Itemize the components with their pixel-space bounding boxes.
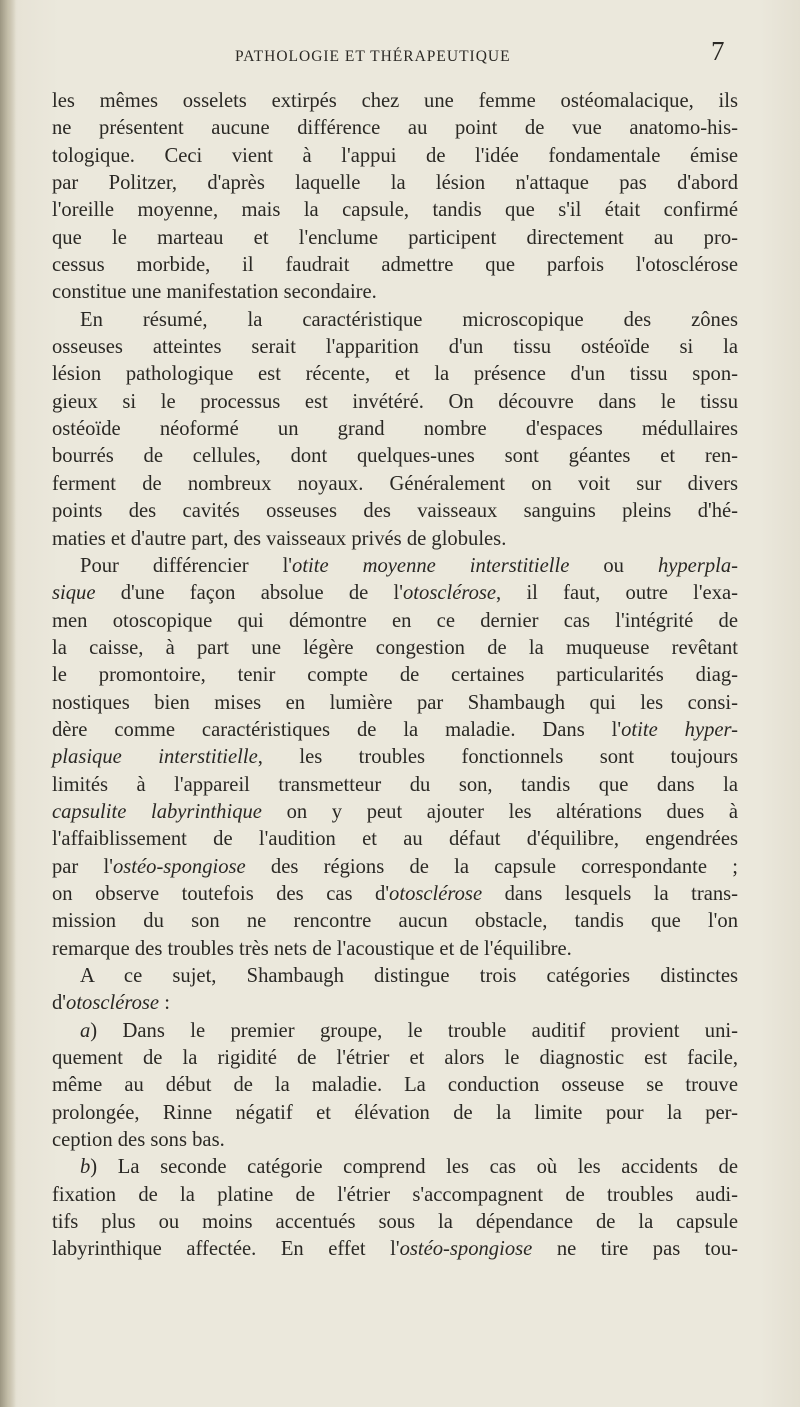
text-line	[52, 580, 738, 607]
text-segment: ou	[569, 554, 658, 577]
text-line	[52, 197, 738, 224]
text-line	[52, 143, 738, 170]
text-segment: remarque des troubles très nets de l'acoustique et de l'équilibre.	[52, 937, 572, 960]
text-segment: ne présentent aucune différence au point de vue anatomo-his-	[52, 117, 738, 140]
text-line	[52, 799, 738, 826]
text-line	[52, 608, 738, 635]
italic-text: plasique interstitielle	[52, 746, 258, 769]
text-line	[52, 662, 738, 689]
body-text	[52, 88, 738, 1264]
text-segment: lésion pathologique est récente, et la présence d'un tissu spon-	[52, 363, 738, 386]
text-line	[52, 498, 738, 525]
text-segment: , il faut, outre l'exa-	[496, 582, 738, 605]
text-line	[52, 963, 738, 990]
text-segment: nostiques bien mises en lumière par Shambaugh qui les consi-	[52, 691, 738, 714]
text-segment: Pour différencier l'	[80, 554, 293, 577]
text-segment: prolongée, Rinne négatif et élévation de la limite pour la per-	[52, 1101, 738, 1124]
text-segment: même au début de la maladie. La conduction osseuse se trouve	[52, 1074, 738, 1097]
text-segment: d'une façon absolue de l'	[95, 582, 403, 605]
text-line	[52, 389, 738, 416]
text-segment: constitue une manifestation secondaire.	[52, 281, 377, 304]
text-segment: on observe toutefois des cas d'	[52, 882, 390, 905]
text-line	[52, 1182, 738, 1209]
text-line	[52, 553, 738, 580]
text-line	[52, 854, 738, 881]
italic-text: ostéo-spongiose	[112, 855, 246, 878]
text-line	[52, 1045, 738, 1072]
binding-shadow	[0, 0, 16, 1407]
text-segment: tologique. Ceci vient à l'appui de l'idée fondamentale émise	[52, 144, 738, 167]
text-segment: cessus morbide, il faudrait admettre que parfois l'otosclérose	[52, 254, 738, 277]
italic-text: b	[80, 1156, 91, 1179]
text-line	[52, 252, 738, 279]
text-segment: ne tire pas tou-	[532, 1238, 738, 1261]
text-segment: bourrés de cellules, dont quelques-unes sont géantes et ren-	[52, 445, 738, 468]
text-segment: En résumé, la caractéristique microscopique des zônes	[80, 308, 738, 331]
text-line	[52, 936, 738, 963]
italic-text: otosclérose	[403, 582, 497, 605]
text-line	[52, 1209, 738, 1236]
text-line	[52, 443, 738, 470]
text-line	[52, 1154, 738, 1181]
text-segment: osseuses atteintes serait l'apparition d'un tissu ostéoïde si la	[52, 336, 738, 359]
text-segment: labyrinthique affectée. En effet l'	[52, 1238, 400, 1261]
text-segment: le promontoire, tenir compte de certaines particularités diag-	[52, 664, 738, 687]
text-line	[52, 881, 738, 908]
italic-text: a	[80, 1019, 91, 1042]
text-line	[52, 334, 738, 361]
text-segment: ception des sons bas.	[52, 1129, 225, 1152]
text-line	[52, 170, 738, 197]
text-segment: gieux si le processus est invétéré. On découvre dans le tissu	[52, 390, 738, 413]
text-segment: ferment de nombreux noyaux. Généralement on voit sur divers	[52, 472, 738, 495]
text-line	[52, 416, 738, 443]
running-head	[0, 36, 800, 74]
text-line	[52, 908, 738, 935]
text-segment: ostéoïde néoformé un grand nombre d'espaces médullaires	[52, 418, 738, 441]
text-line	[52, 990, 738, 1017]
text-segment: les mêmes osselets extirpés chez une femme ostéomalacique, ils	[52, 90, 738, 112]
text-segment: tifs plus ou moins accentués sous la dépendance de la capsule	[52, 1211, 738, 1234]
text-line	[52, 772, 738, 799]
italic-text: sique	[52, 582, 96, 605]
text-line	[52, 361, 738, 388]
text-segment: la caisse, à part une légère congestion de la muqueuse revêtant	[52, 636, 738, 659]
text-segment: mission du son ne rencontre aucun obstacle, tandis que l'on	[52, 910, 738, 933]
page-number: 7	[711, 36, 725, 66]
text-segment: d'	[52, 992, 67, 1015]
text-segment: limités à l'appareil transmetteur du son, tandis que dans la	[52, 773, 738, 796]
italic-text: ostéo-spongiose	[399, 1238, 533, 1261]
text-line	[52, 1072, 738, 1099]
text-line	[52, 526, 738, 553]
text-segment: , les troubles fonctionnels sont toujours	[257, 746, 738, 769]
text-line	[52, 826, 738, 853]
text-segment: des régions de la capsule correspondante ;	[245, 855, 738, 878]
italic-text: hyperpla-	[657, 554, 739, 577]
text-line	[52, 744, 738, 771]
text-line	[52, 635, 738, 662]
text-segment: par Politzer, d'après laquelle la lésion n'attaque pas d'abord	[52, 172, 738, 195]
text-segment: l'affaiblissement de l'audition et au défaut d'équilibre, engendrées	[52, 828, 738, 851]
running-title: PATHOLOGIE ET THÉRAPEUTIQUE	[235, 48, 511, 65]
italic-text: otite hyper-	[621, 718, 738, 741]
text-line	[52, 471, 738, 498]
text-segment: ) Dans le premier groupe, le trouble auditif provient uni-	[90, 1019, 738, 1042]
text-segment: dère comme caractéristiques de la maladie. Dans l'	[52, 718, 622, 741]
text-line	[52, 1127, 738, 1154]
text-segment: :	[159, 992, 170, 1015]
text-line	[52, 115, 738, 142]
text-segment: dans lesquels la trans-	[482, 882, 738, 905]
text-segment: on y peut ajouter les altérations dues à	[261, 800, 739, 823]
text-line	[52, 279, 738, 306]
text-line	[52, 1018, 738, 1045]
italic-text: otite moyenne interstitielle	[292, 554, 570, 577]
text-segment: points des cavités osseuses des vaisseaux sanguins pleins d'hé-	[52, 500, 738, 523]
text-segment: que le marteau et l'enclume participent directement au pro-	[52, 226, 738, 249]
text-segment: ) La seconde catégorie comprend les cas où les accidents de	[90, 1156, 738, 1179]
text-line	[52, 1100, 738, 1127]
text-line	[52, 307, 738, 334]
text-segment: par l'	[52, 855, 113, 878]
text-line	[52, 88, 738, 115]
text-line	[52, 717, 738, 744]
text-segment: men otoscopique qui démontre en ce dernier cas l'intégrité de	[52, 609, 738, 632]
italic-text: otosclérose	[66, 992, 160, 1015]
text-segment: quement de la rigidité de l'étrier et alors le diagnostic est facile,	[52, 1047, 738, 1070]
text-segment: l'oreille moyenne, mais la capsule, tandis que s'il était confirmé	[52, 199, 738, 222]
text-line	[52, 1236, 738, 1263]
text-line	[52, 225, 738, 252]
text-segment: maties et d'autre part, des vaisseaux privés de globules.	[52, 527, 507, 550]
text-segment: fixation de la platine de l'étrier s'accompagnent de troubles audi-	[52, 1183, 738, 1206]
italic-text: capsulite labyrinthique	[52, 800, 262, 823]
text-segment: A ce sujet, Shambaugh distingue trois catégories distinctes	[80, 965, 738, 987]
italic-text: otosclérose	[389, 882, 483, 905]
text-line	[52, 690, 738, 717]
